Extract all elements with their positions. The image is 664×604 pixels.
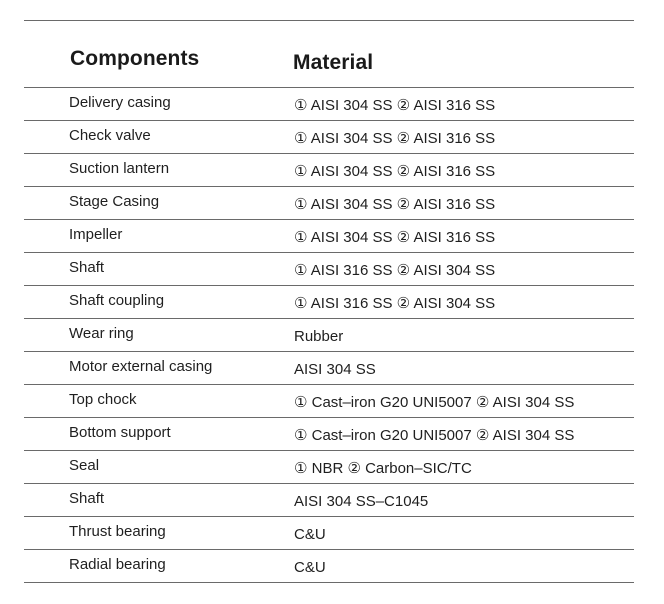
material-cell: Rubber (294, 328, 344, 345)
material-cell: ① Cast–iron G20 UNI5007 ② AISI 304 SS (294, 394, 575, 411)
material-cell: AISI 304 SS–C1045 (294, 493, 429, 510)
component-cell: Shaft (69, 490, 105, 507)
table-row (24, 154, 634, 187)
table-row (24, 88, 634, 121)
table-row (24, 187, 634, 220)
table-row (24, 220, 634, 253)
table-row (24, 451, 634, 484)
material-cell: ① Cast–iron G20 UNI5007 ② AISI 304 SS (294, 427, 575, 444)
material-cell: ① AISI 304 SS ② AISI 316 SS (294, 196, 496, 213)
table-row (24, 253, 634, 286)
material-cell: C&U (294, 526, 326, 543)
components-column-header: Components (70, 47, 200, 70)
table-row (24, 517, 634, 550)
table-row (24, 385, 634, 418)
component-cell: Impeller (69, 226, 123, 243)
material-cell: ① NBR ② Carbon–SIC/TC (294, 460, 472, 477)
component-cell: Seal (69, 457, 100, 474)
component-cell: Suction lantern (69, 160, 170, 177)
materials-table (24, 20, 634, 583)
component-cell: Check valve (69, 127, 151, 144)
component-cell: Radial bearing (69, 556, 166, 573)
material-cell: ① AISI 316 SS ② AISI 304 SS (294, 262, 496, 279)
table-row (24, 352, 634, 385)
material-cell: ① AISI 304 SS ② AISI 316 SS (294, 163, 496, 180)
component-cell: Thrust bearing (69, 523, 166, 540)
table-row (24, 550, 634, 583)
material-cell: C&U (294, 559, 326, 576)
material-cell: ① AISI 304 SS ② AISI 316 SS (294, 130, 496, 147)
material-cell: ① AISI 304 SS ② AISI 316 SS (294, 229, 496, 246)
table-row (24, 121, 634, 154)
component-cell: Stage Casing (69, 193, 160, 210)
component-cell: Top chock (69, 391, 137, 408)
component-cell: Wear ring (69, 325, 134, 342)
table-row (24, 484, 634, 517)
component-cell: Motor external casing (69, 358, 213, 375)
table-header-row (24, 21, 634, 88)
table-row (24, 418, 634, 451)
component-cell: Delivery casing (69, 94, 171, 111)
component-cell: Bottom support (69, 424, 171, 441)
table-row (24, 286, 634, 319)
material-column-header: Material (293, 51, 374, 74)
material-cell: AISI 304 SS (294, 361, 376, 378)
material-cell: ① AISI 316 SS ② AISI 304 SS (294, 295, 496, 312)
component-cell: Shaft (69, 259, 105, 276)
table-row (24, 319, 634, 352)
component-cell: Shaft coupling (69, 292, 165, 309)
material-cell: ① AISI 304 SS ② AISI 316 SS (294, 97, 496, 114)
